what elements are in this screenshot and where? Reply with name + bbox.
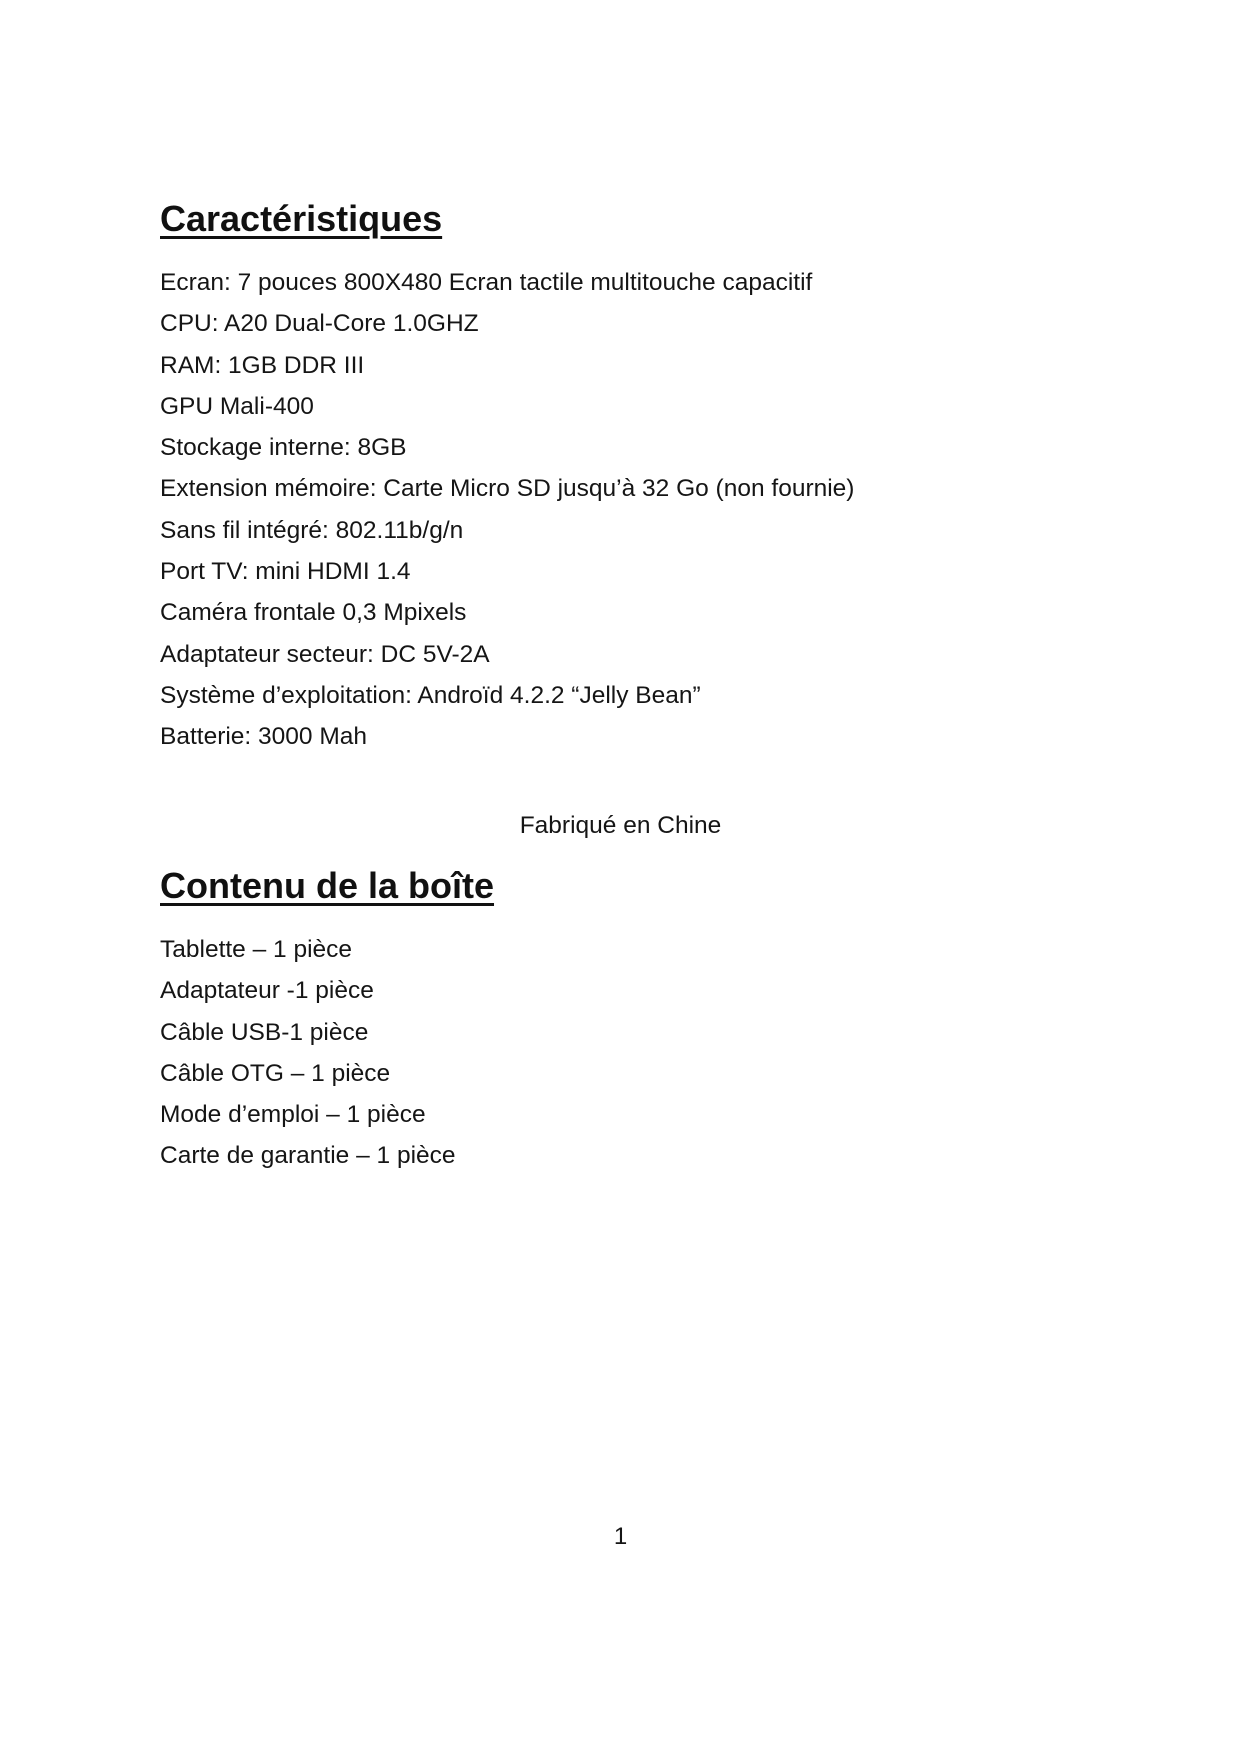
feature-item-battery: Batterie: 3000 Mah [160,723,368,751]
feature-item-memory-extension: Extension mémoire: Carte Micro SD jusqu’à 32 Go (non fournie) [160,475,855,503]
features-list [160,262,854,758]
feature-item-power-adapter: Adaptateur secteur: DC 5V-2A [160,640,490,668]
box-item-usb-cable: Câble USB-1 pièce [160,1018,369,1046]
box-item-adapter: Adaptateur -1 pièce [160,977,374,1005]
features-heading: Caractéristiques [160,198,443,239]
box-item-manual: Mode d’emploi – 1 pièce [160,1101,426,1129]
feature-item-tv-port: Port TV: mini HDMI 1.4 [160,558,411,586]
box-item-otg-cable: Câble OTG – 1 pièce [160,1059,391,1087]
box-contents-heading: Contenu de la boîte [160,865,495,906]
feature-item-screen: Ecran: 7 pouces 800X480 Ecran tactile multitouche capacitif [160,269,813,296]
feature-item-cpu: CPU: A20 Dual-Core 1.0GHZ [160,310,479,338]
feature-item-gpu: GPU Mali-400 [160,392,314,420]
made-in-note: Fabriqué en Chine [519,812,722,839]
feature-item-storage: Stockage interne: 8GB [160,434,407,462]
feature-item-os: Système d’exploitation: Androïd 4.2.2 “Jelly Bean” [160,681,701,709]
box-contents-list [160,929,456,1177]
feature-item-wireless: Sans fil intégré: 802.11b/g/n [160,516,464,544]
box-item-warranty-card: Carte de garantie – 1 pièce [160,1142,456,1170]
feature-item-ram: RAM: 1GB DDR III [160,351,365,379]
feature-item-camera: Caméra frontale 0,3 Mpixels [160,599,467,627]
box-item-tablet: Tablette – 1 pièce [160,936,353,963]
page-number: 1 [613,1523,628,1550]
